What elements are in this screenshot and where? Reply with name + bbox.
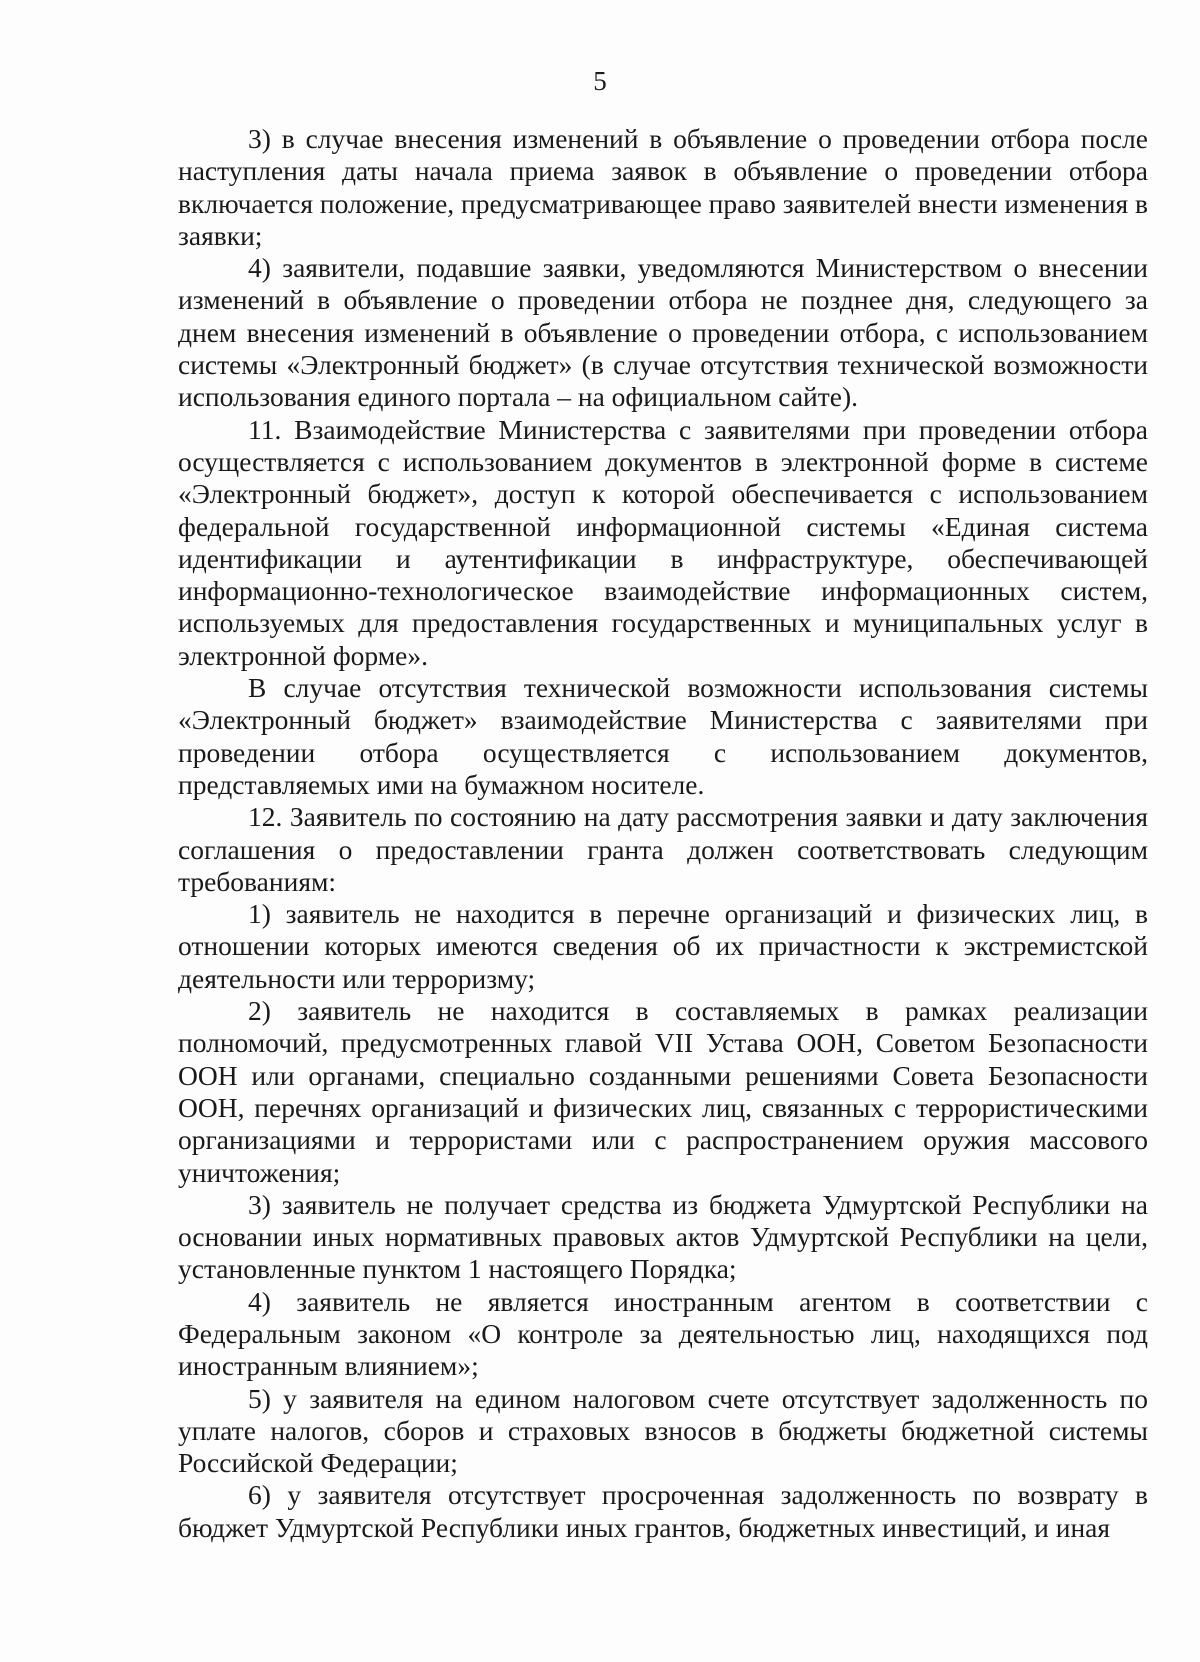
document-body bbox=[178, 123, 1148, 1544]
paragraph-clause-11: 11. Взаимодействие Министерства с заявителями при проведении отбора осуществляется с использованием документов в электронной форме в системе «Электронный бюджет», доступ к которой обеспечивается с использованием федеральной государственной информационной системы «Единая система идентификации и аутентификации в инфраструктуре, обеспечивающей информационно-технологическое взаимодействие информационных систем, используемых для предоставления государственных и муниципальных услуг в электронной форме». bbox=[178, 413, 1148, 671]
paragraph-requirement-1: 1) заявитель не находится в перечне организаций и физических лиц, в отношении которых имеются сведения об их причастности к экстремистской деятельности или терроризму; bbox=[178, 898, 1148, 994]
paragraph-requirement-5: 5) у заявителя на едином налоговом счете отсутствует задолженность по уплате налогов, сборов и страховых взносов в бюджеты бюджетной системы Российской Федерации; bbox=[178, 1382, 1148, 1479]
paragraph-clause-12: 12. Заявитель по состоянию на дату рассмотрения заявки и дату заключения соглашения о предоставлении гранта должен соответствовать следующим требованиям: bbox=[178, 801, 1148, 897]
page-number: 5 bbox=[593, 66, 607, 96]
paragraph-requirement-6: 6) у заявителя отсутствует просроченная задолженность по возврату в бюджет Удмуртской Республики иных грантов, бюджетных инвестиций, и иная bbox=[178, 1479, 1148, 1543]
paragraph-item-4-notification: 4) заявители, подавшие заявки, уведомляются Министерством о внесении изменений в объявление о проведении отбора не позднее дня, следующего за днем внесения изменений в объявление о проведении отбора, с использованием системы «Электронный бюджет» (в случае отсутствия технической возможности использования единого портала – на официальном сайте). bbox=[178, 252, 1148, 413]
paragraph-requirement-3: 3) заявитель не получает средства из бюджета Удмуртской Республики на основании иных нормативных правовых актов Удмуртской Республики на цели, установленные пунктом 1 настоящего Порядка; bbox=[178, 1188, 1148, 1285]
paragraph-paper-fallback: В случае отсутствия технической возможности использования системы «Электронный бюджет» взаимодействие Министерства с заявителями при проведении отбора осуществляется с использованием документов, представляемых ими на бумажном носителе. bbox=[178, 672, 1148, 800]
paragraph-requirement-2: 2) заявитель не находится в составляемых в рамках реализации полномочий, предусмотренных главой VII Устава ООН, Советом Безопасности ООН или органами, специально созданными решениями Совета Безопасности ООН, перечнях организаций и физических лиц, связанных с террористическими организациями и террористами или с распространением оружия массового уничтожения; bbox=[178, 995, 1148, 1188]
paragraph-item-3-amendments: 3) в случае внесения изменений в объявление о проведении отбора после наступления даты начала приема заявок в объявление о проведении отбора включается положение, предусматривающее право заявителей внести изменения в заявки; bbox=[178, 123, 1148, 251]
paragraph-requirement-4: 4) заявитель не является иностранным агентом в соответствии с Федеральным законом «О контроле за деятельностью лиц, находящихся под иностранным влиянием»; bbox=[178, 1285, 1148, 1382]
